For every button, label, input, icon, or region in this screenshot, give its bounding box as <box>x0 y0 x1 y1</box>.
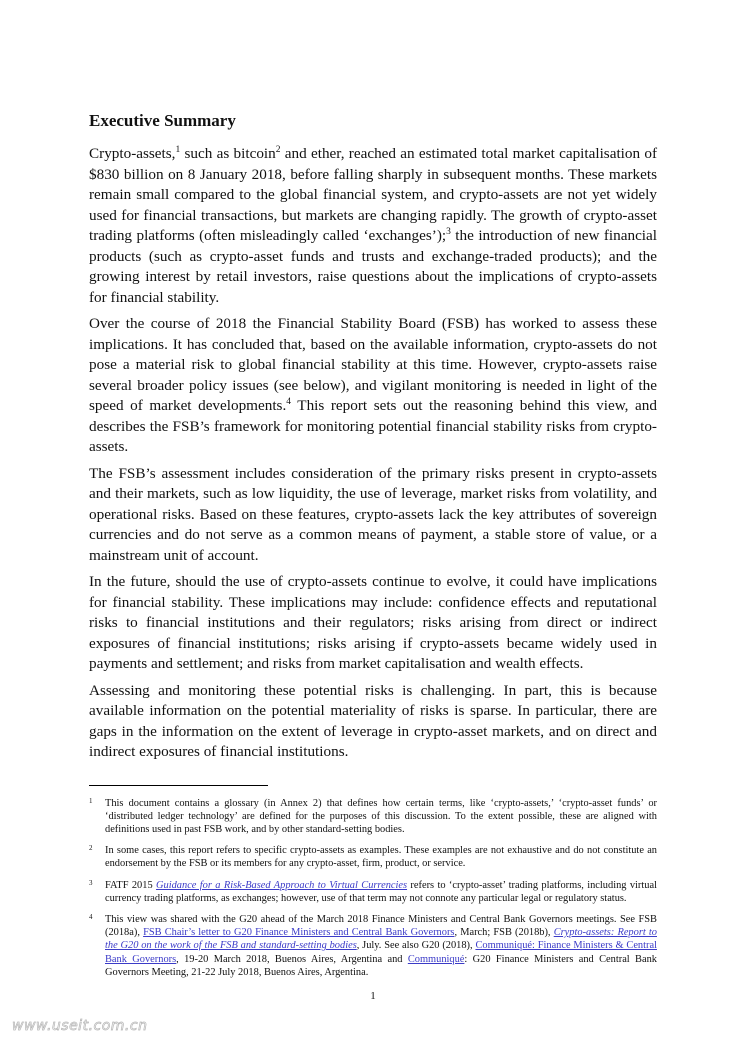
reference-link[interactable]: Communiqué <box>407 953 465 965</box>
reference-link[interactable]: Crypto-assets: Report to the G20 on the work of the FSB and standard-setting bodies <box>105 927 657 952</box>
text-run: In some cases, this report refers to specific crypto-assets as examples. These examples are not exhaustive and do not constitute an endorsement by the FSB or its members for any crypto-asset, firm, product, or service. <box>105 845 657 870</box>
footnote <box>89 913 657 979</box>
text-run: The FSB’s assessment includes consideration of the primary risks present in crypto-assets and their markets, such as low liquidity, the use of leverage, market risks from volatility, and operational risks. Based on these features, crypto-assets lack the key attributes of sovereign currencies and do not serve as a common means of payment, a stable store of value, or a mainstream unit of account. <box>89 464 657 564</box>
footnotes <box>89 797 657 979</box>
text-run: Over the course of 2018 the Financial Stability Board (FSB) has worked to assess these implications. It has concluded that, based on the available information, crypto-assets do not pose a material risk to global financial stability at this time. However, crypto-assets raise several broader policy issues (see below), and vigilant monitoring is needed in light of the speed of market developments. <box>89 315 657 414</box>
footnote-reference[interactable]: 1 <box>175 144 181 155</box>
reference-link[interactable]: FSB Chair’s letter to G20 Finance Ministers and Central Bank Governors <box>143 927 455 939</box>
footnote-reference[interactable]: 3 <box>446 226 451 237</box>
paragraph <box>89 572 657 675</box>
footnote-reference[interactable]: 2 <box>275 144 281 155</box>
footnote-number: 2 <box>89 844 93 853</box>
text-run: This report sets out the reasoning behind this view, and describes the FSB’s framework for monitoring potential financial stability risks from crypto-assets. <box>89 397 657 455</box>
text-run: , July. See also G20 (2018), <box>356 940 476 952</box>
footnote <box>89 797 657 837</box>
text-run: FATF 2015 <box>105 879 157 891</box>
document-page <box>89 0 657 1003</box>
footnote <box>89 844 657 870</box>
text-run: This document contains a glossary (in Annex 2) that defines how certain terms, like ‘crypto-assets,’ ‘crypto-asset funds’ or ‘distributed ledger technology’ are defined for the purposes of this discussion. To the extent possible, these are aligned with definitions used in past FSB work, and by other standard-setting bodies. <box>105 797 657 835</box>
page-number: 1 <box>370 989 376 1002</box>
paragraph <box>89 314 657 458</box>
footnote-number: 4 <box>89 912 93 921</box>
text-run: Assessing and monitoring these potential risks is challenging. In part, this is because available information on the potential materiality of risks is sparse. In particular, there are gaps in the information on the extent of leverage in crypto-asset markets, and on direct and indirect exposures of financial institutions. <box>89 681 657 760</box>
text-run: refers to ‘crypto-asset’ trading platforms, including virtual currency trading platforms, as exchanges; however, use of that term may not connote any particular legal or regulatory status. <box>105 879 657 904</box>
text-run: such as bitcoin <box>180 145 276 162</box>
text-run: the introduction of new financial products (such as crypto-asset funds and trusts and exchange-traded products); and the growing interest by retail investors, raise questions about the implications of crypto-assets for financial stability. <box>89 227 657 306</box>
text-run: In the future, should the use of crypto-assets continue to evolve, it could have implications for financial stability. These implications may include: confidence effects and reputational risks to financial institutions and their regulators; risks arising from direct or indirect exposures of financial institutions; risks arising if crypto-assets became widely used in payments and settlement; and risks from market capitalisation and wealth effects. <box>89 573 657 672</box>
reference-link[interactable]: Guidance for a Risk-Based Approach to Virtual Currencies <box>156 879 408 891</box>
footnote-number: 1 <box>89 796 93 805</box>
text-run: This view was shared with the G20 ahead of the March 2018 Finance Ministers and Central Bank Governors meetings. See FSB (2018a), <box>105 913 657 939</box>
footnote-reference[interactable]: 4 <box>286 396 291 407</box>
footnote-separator <box>89 785 268 786</box>
text-run: and ether, reached an estimated total market capitalisation of $830 billion on 8 January 2018, before falling sharply in subsequent months. These markets remain small compared to the global financial system, and crypto-assets are not yet widely used for financial transactions, but markets are changing rapidly. The growth of crypto-asset trading platforms (often misleadingly called ‘exchanges’); <box>89 145 658 244</box>
reference-link[interactable]: Communiqué: Finance Ministers & Central Bank Governors <box>105 940 657 965</box>
section-heading: Executive Summary <box>89 111 236 130</box>
text-run: : G20 Finance Ministers and Central Bank Governors Meeting, 21-22 July 2018, Buenos Aires, Argentina. <box>105 953 657 978</box>
body-text <box>89 144 657 763</box>
text-run: , 19-20 March 2018, Buenos Aires, Argentina and <box>176 953 408 965</box>
paragraph <box>89 144 657 308</box>
text-run: , March; FSB (2018b), <box>454 927 554 939</box>
paragraph <box>89 681 657 763</box>
text-run: Crypto-assets, <box>89 145 176 162</box>
footnote-number: 3 <box>89 878 93 887</box>
watermark: www.useit.com.cn <box>12 1017 148 1034</box>
paragraph <box>89 464 657 567</box>
footnote <box>89 879 657 905</box>
